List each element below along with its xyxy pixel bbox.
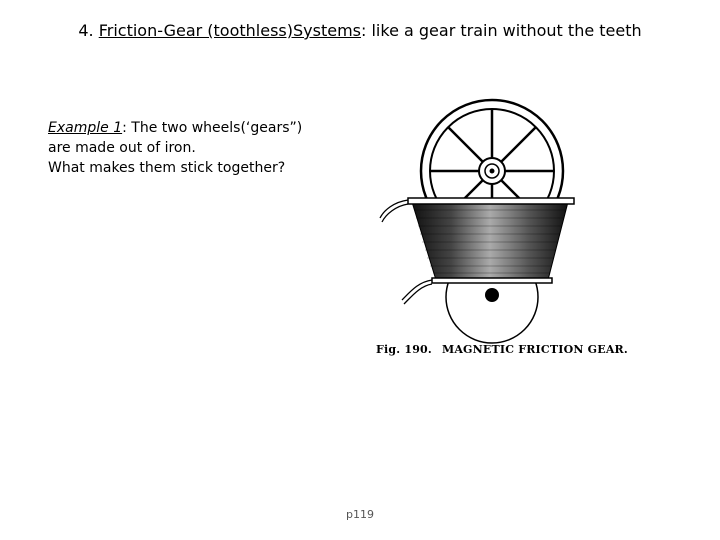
slide-title: [0, 20, 720, 42]
page-number: p119: [346, 508, 374, 521]
example-label: Example 1: [48, 120, 123, 136]
magnetic-friction-gear-illustration: [372, 96, 592, 366]
figure-caption-title: MAGNETIC FRICTION GEAR.: [441, 343, 628, 356]
example-line-3: What makes them stick together?: [48, 160, 286, 176]
figure-caption: [376, 343, 628, 356]
title-number: 4.: [78, 21, 99, 40]
title-description: : like a gear train without the teeth: [361, 21, 642, 40]
example-line-1-text: : The two wheels(‘gears”): [122, 120, 303, 136]
title-topic: Friction-Gear (toothless)Systems: [98, 21, 361, 40]
figure-caption-label: Fig. 190.: [376, 343, 432, 356]
example-line-1: [48, 118, 348, 138]
example-text: [48, 118, 348, 178]
electromagnet-coil: [408, 198, 574, 283]
example-line-2: are made out of iron.: [48, 140, 196, 156]
